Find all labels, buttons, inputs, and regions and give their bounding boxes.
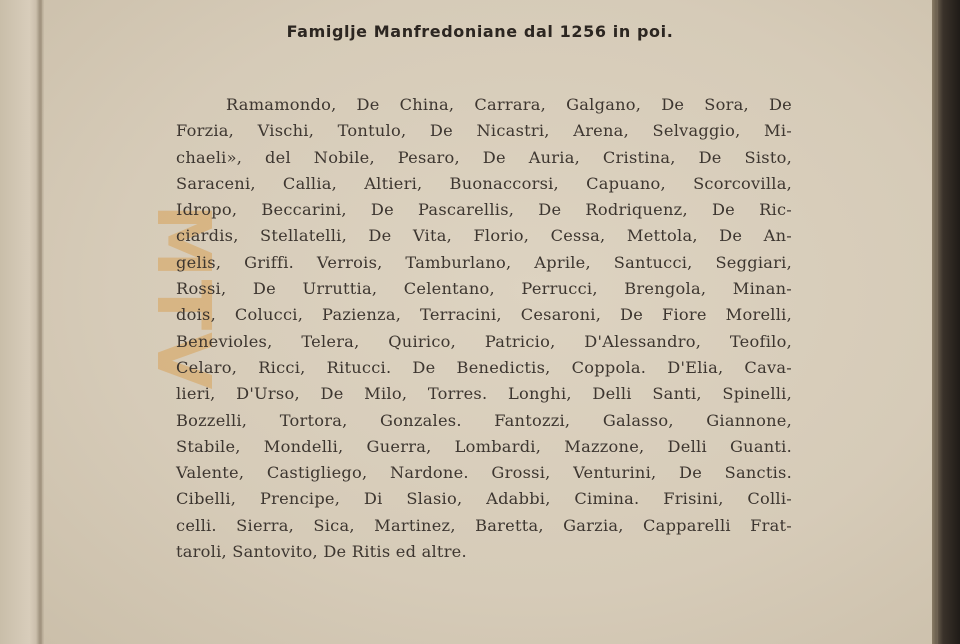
text-line: ciardis, Stellatelli, De Vita, Florio, Cessa, Mettola, De An- (176, 226, 792, 246)
text-line: Valente, Castigliego, Nardone. Grossi, Venturini, De Sanctis. (176, 463, 792, 483)
text-line: lieri, D'Urso, De Milo, Torres. Longhi, Delli Santi, Spinelli, (176, 384, 792, 404)
text-line: Idropo, Beccarini, De Pascarellis, De Rodriquenz, De Ric- (176, 200, 792, 220)
mtv-watermark (92, 200, 226, 392)
text-line: Cibelli, Prencipe, Di Slasio, Adabbi, Cimina. Frisini, Colli- (176, 489, 792, 509)
text-line: Ramamondo, De China, Carrara, Galgano, De Sora, De (226, 95, 792, 114)
page-title: Famiglje Manfredoniane dal 1256 in poi. (286, 22, 674, 41)
text-line: Forzia, Vischi, Tontulo, De Nicastri, Arena, Selvaggio, Mi- (176, 121, 792, 141)
gutter-shadow (36, 0, 44, 644)
text-line: celli. Sierra, Sica, Martinez, Baretta, Garzia, Capparelli Frat- (176, 515, 792, 535)
text-line: chaeli», del Nobile, Pesaro, De Auria, Cristina, De Sisto, (176, 147, 792, 167)
text-line: Rossi, De Urruttia, Celentano, Perrucci, Brengola, Minan- (176, 279, 792, 299)
text-line: Bozzelli, Tortora, Gonzales. Fantozzi, Galasso, Giannone, (176, 410, 792, 430)
text-line: Saraceni, Callia, Altieri, Buonaccorsi, Capuano, Scorcovilla, (176, 173, 792, 193)
text-line: dois, Colucci, Pazienza, Terracini, Cesaroni, De Fiore Morelli, (176, 305, 792, 325)
text-line: taroli, Santovito, De Ritis ed altre. (176, 542, 467, 562)
family-names-paragraph (176, 92, 792, 565)
binding-line (936, 0, 938, 644)
text-line: Celaro, Ricci, Ritucci. De Benedictis, Coppola. D'Elia, Cava- (176, 357, 792, 377)
text-line: Benevioles, Telera, Quirico, Patricio, D'Alessandro, Teofilo, (176, 331, 792, 351)
text-line: gelis, Griffi. Verrois, Tamburlano, Aprile, Santucci, Seggiari, (176, 252, 792, 272)
watermark-text: MTV (140, 204, 226, 392)
text-line: Stabile, Mondelli, Guerra, Lombardi, Mazzone, Delli Guanti. (176, 436, 792, 456)
